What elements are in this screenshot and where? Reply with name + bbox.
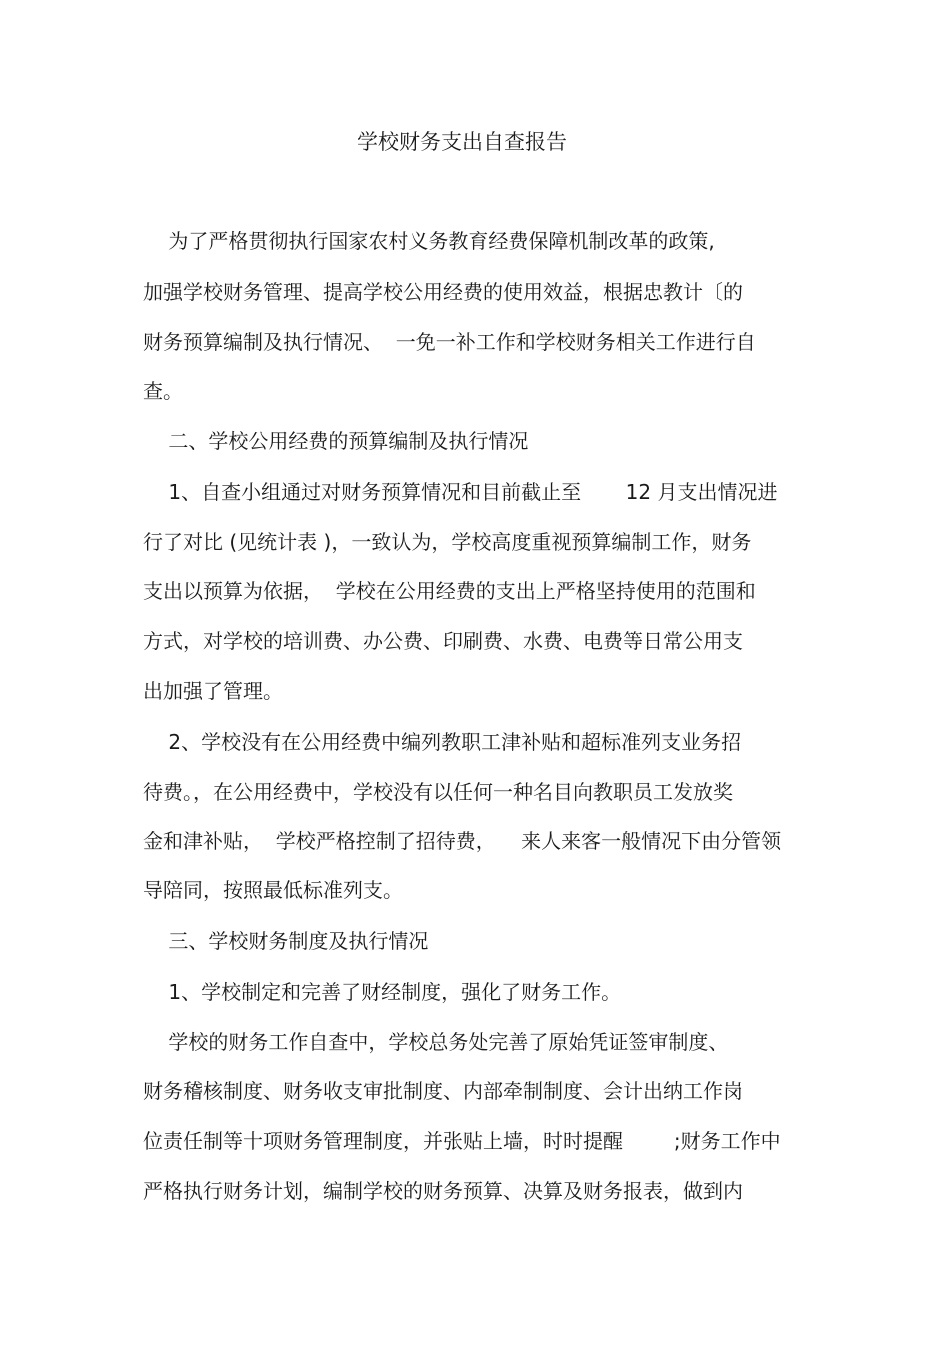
body-line: 加强学校财务管理、提高学校公用经费的使用效益，根据忠教计〔的 <box>143 280 743 304</box>
body-line: 待费。，在公用经费中，学校没有以任何一种名目向教职员工发放奖 <box>143 780 733 804</box>
body-line: 支出以预算为依据， 学校在公用经费的支出上严格坚持使用的范围和 <box>143 579 756 603</box>
body-line: 财务预算编制及执行情况、 一免一补工作和学校财务相关工作进行自 <box>143 330 756 354</box>
body-line: 出加强了管理。 <box>143 679 283 703</box>
section-heading: 二、学校公用经费的预算编制及执行情况 <box>143 429 529 453</box>
body-line: 金和津补贴， 学校严格控制了招待费， 来人来客一般情况下由分管领 <box>143 829 782 853</box>
body-line: 严格执行财务计划，编制学校的财务预算、决算及财务报表，做到内 <box>143 1179 743 1203</box>
body-line: 方式，对学校的培训费、办公费、印刷费、水费、电费等日常公用支 <box>143 629 743 653</box>
section-heading: 三、学校财务制度及执行情况 <box>143 929 429 953</box>
body-line: 财务稽核制度、财务收支审批制度、内部牵制制度、会计出纳工作岗 <box>143 1079 743 1103</box>
body-line: 1、学校制定和完善了财经制度，强化了财务工作。 <box>143 980 622 1004</box>
body-line: 为了严格贯彻执行国家农村义务教育经费保障机制改革的政策, <box>143 229 715 253</box>
body-line: 学校的财务工作自查中，学校总务处完善了原始凭证签审制度、 <box>143 1030 729 1054</box>
body-line: 导陪同，按照最低标准列支。 <box>143 878 403 902</box>
body-line: 查。 <box>143 379 183 403</box>
body-line: 位责任制等十项财务管理制度，并张贴上墙，时时提醒 ;财务工作中 <box>143 1129 781 1153</box>
document-title: 学校财务支出自查报告 <box>357 130 567 154</box>
body-line: 2、学校没有在公用经费中编列教职工津补贴和超标准列支业务招 <box>143 730 742 754</box>
body-line: 行了对比 (见统计表 )，一致认为，学校高度重视预算编制工作，财务 <box>143 530 752 554</box>
body-line: 1、自查小组通过对财务预算情况和目前截止至 12 月支出情况进 <box>143 480 778 504</box>
